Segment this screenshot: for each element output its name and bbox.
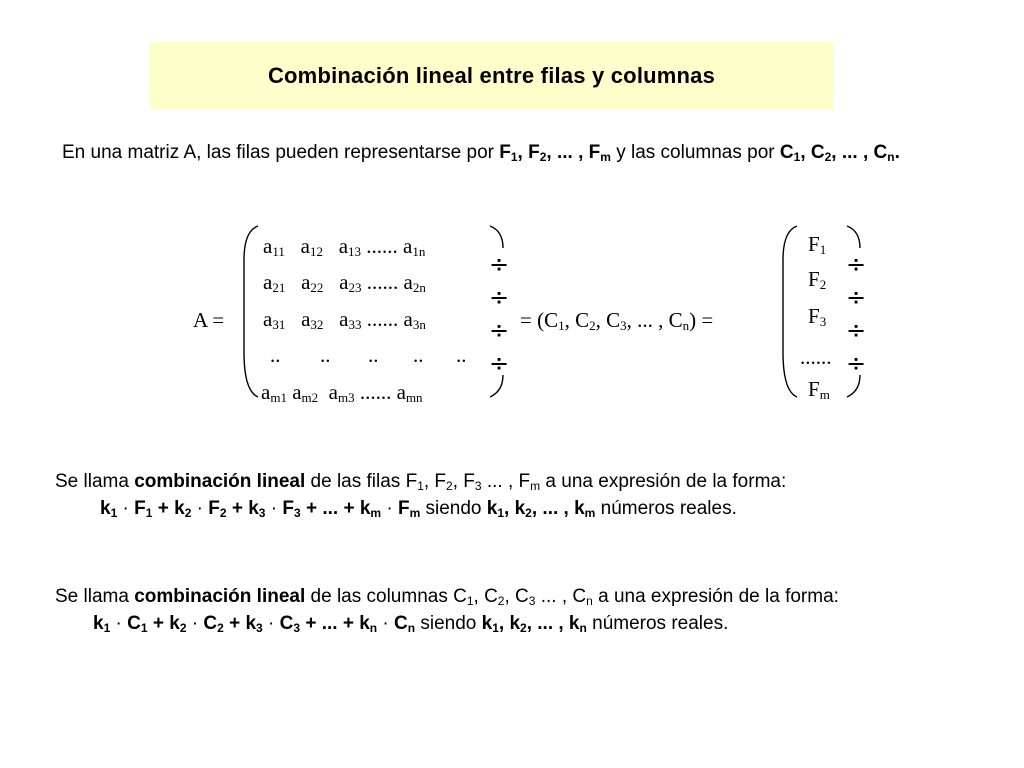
row-separator-1: ÷	[846, 250, 867, 278]
intro-text: En una matriz A, las filas pueden representarse por	[62, 142, 500, 163]
row-separator-2: ÷	[846, 283, 867, 311]
row-fm: $F_m$	[808, 377, 830, 402]
column-separator-1: ÷	[489, 250, 510, 278]
row-f1: $F_1$	[808, 232, 827, 257]
cols-notation: $C_1$, $C_2$, ... , $C_n$.	[779, 142, 900, 164]
rows-formula: $k_1 \cdot F_1 + k_2 \cdot F_2 + k_3 \cdot F_3$ + ... + $k_m \cdot F_m$ siendo $k_1$, $k_2$, ... , $k_m$ números reales.	[100, 498, 737, 520]
slide-title: Combinación lineal entre filas y columnas	[267, 63, 716, 88]
column-separator-3: ÷	[489, 316, 510, 344]
matrix-row-1: $a_{11}$ $a_{12}$ $a_{13}$ ...... $a_{1n}$	[263, 234, 426, 259]
row-f2: $F_2$	[808, 267, 827, 292]
matrix-row-3: $a_{31}$ $a_{32}$ $a_{33}$ ...... $a_{3n}$	[263, 307, 426, 332]
rows-definition: Se llama combinación lineal de las filas $F_1$, $F_2$, $F_3$ ... , $F_m$ a una expresión de la forma: $k_1 \cdot F_1 + k_2 \cdot F_2 + k_3 \cdot F_3$ + ... + $k_m \cdot F_m$ siendo $k_1$, $k_2$, ... , $k_m$ números reales.	[55, 468, 975, 522]
intro-text-2: y las columnas por	[610, 142, 780, 163]
matrix-row-2: $a_{21}$ $a_{22}$ $a_{23}$ ...... $a_{2n}$	[263, 270, 426, 295]
intro-paragraph	[62, 139, 982, 166]
row-f3: $F_3$	[808, 304, 827, 329]
column-separator-2: ÷	[489, 283, 510, 311]
row-ellipsis: ......	[800, 345, 832, 369]
matrix-lhs: A =	[193, 308, 225, 332]
matrix-row-5: $a_{m1}$ $a_{m2}$ $a_{m3}$ ...... $a_{mn}$	[261, 380, 423, 405]
row-separator-3: ÷	[846, 316, 867, 344]
columns-term: combinación lineal	[134, 586, 306, 607]
row-separator-4: ÷	[846, 349, 867, 377]
column-separator-4: ÷	[489, 349, 510, 377]
rows-notation: $F_1$, $F_2$, ... , $F_m$	[499, 142, 611, 164]
title-box	[149, 42, 834, 110]
columns-formula: $k_1 \cdot C_1 + k_2 \cdot C_2 + k_3 \cdot C_3$ + ... + $k_n \cdot C_n$ siendo $k_1$, $k_2$, ... , $k_n$ números reales.	[93, 613, 729, 635]
columns-expression: = ($C_1$, $C_2$, $C_3$, ... , $C_n$) =	[520, 308, 714, 333]
columns-definition: Se llama combinación lineal de las columnas $C_1$, $C_2$, $C_3$ ... , $C_n$ a una expresión de la forma: $k_1 \cdot C_1 + k_2 \cdot C_2 + k_3 \cdot C_3$ + ... + $k_n \cdot C_n$ siendo $k_1$, $k_2$, ... , $k_n$ números reales.	[55, 583, 955, 637]
rows-term: combinación lineal	[134, 471, 306, 492]
